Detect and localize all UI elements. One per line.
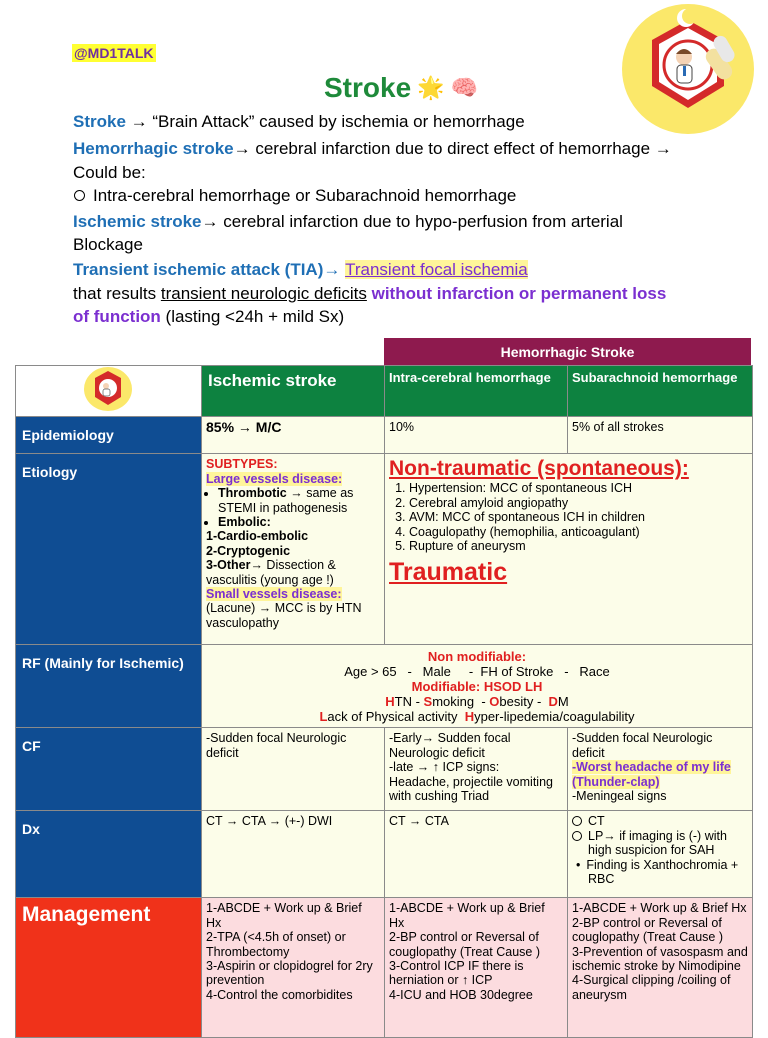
embolic-3 xyxy=(206,558,380,587)
circle-bullet-icon xyxy=(572,831,582,841)
traumatic-heading: Traumatic xyxy=(389,558,508,587)
stroke-table xyxy=(15,365,753,1038)
intro-stroke xyxy=(73,110,673,133)
table-row xyxy=(16,417,753,454)
cf-ich: -Early→ Sudden focal Neurologic deficit -late → ↑ ICP signs: Headache, projectile vomiting with cushing Triad xyxy=(385,728,568,811)
intro-hem-bullet xyxy=(73,184,673,207)
cause-item: 4. Coagulopathy (hemophilia, anticoagulant) xyxy=(409,525,748,539)
small-vessels-label: Small vessels disease: xyxy=(206,587,342,602)
row-label-etiology: Etiology xyxy=(16,454,202,645)
mgmt-sah: 1-ABCDE + Work up & Brief Hx 2-BP control or Reversal of couglopathy (Treat Cause ) 3-Prevention of vasospasm and ischemic stroke by Nimodipine 4-Surgical clipping /coiling of aneurysm xyxy=(568,898,753,1038)
dx-sah-1 xyxy=(572,814,748,828)
page-title xyxy=(324,72,478,104)
dx-sah-2-text: LP→ if imaging is (-) with high suspicion for SAH xyxy=(588,828,727,858)
nontraumatic-heading: Non-traumatic (spontaneous): xyxy=(389,457,689,481)
thrombotic-label: Thrombotic xyxy=(218,486,287,501)
cause-item: 1. Hypertension: MCC of spontaneous ICH xyxy=(409,481,748,495)
circle-bullet-icon xyxy=(74,190,85,201)
table-logo-cell xyxy=(16,366,202,417)
dx-sah-3-text: Finding is Xanthochromia + RBC xyxy=(586,857,739,887)
causes-list xyxy=(389,481,748,553)
intro-tia xyxy=(73,258,673,328)
row-label-dx: Dx xyxy=(16,811,202,898)
small-logo-icon xyxy=(16,366,202,413)
col-sah: Subarachnoid hemorrhage xyxy=(568,366,753,417)
etiology-ischemic xyxy=(202,454,385,645)
mod-text: ack of Physical activity xyxy=(327,709,465,725)
mod-initial: D xyxy=(548,694,558,710)
circle-bullet-icon xyxy=(572,816,582,826)
mgmt-ischemic: 1-ABCDE + Work up & Brief Hx 2-TPA (<4.5h of onset) or Thrombectomy 3-Aspirin or clopidogrel for 2ry prevention 4-Control the comorbidites xyxy=(202,898,385,1038)
mod-text: yper-lipedemia/coagulability xyxy=(474,709,635,725)
mod-line-1 xyxy=(206,694,748,709)
col-ischemic: Ischemic stroke xyxy=(202,366,385,417)
list-item xyxy=(218,515,380,529)
stroke-def: → “Brain Attack” caused by ischemia or hemorrhage xyxy=(125,112,525,131)
thrombotic-text: → same as STEMI in pathogenesis xyxy=(218,486,354,515)
cf-ischemic: -Sudden focal Neurologic deficit xyxy=(202,728,385,811)
row-label-management: Management xyxy=(16,898,202,1038)
ischemic-list xyxy=(206,486,380,529)
table-row xyxy=(16,454,753,645)
cf-sah xyxy=(568,728,753,811)
isch-term: Ischemic stroke xyxy=(73,211,202,231)
large-vessels-label: Large vessels disease: xyxy=(206,471,343,486)
epi-sah: 5% of all strokes xyxy=(568,417,753,454)
cause-item: 2. Cerebral amyloid angiopathy xyxy=(409,496,748,510)
embolic-1: 1-Cardio-embolic xyxy=(206,529,309,544)
tia-tail: (lasting <24h + mild Sx) xyxy=(160,307,345,327)
tia-line2p: without infarction or permanent loss of function xyxy=(73,283,667,327)
hem-term: Hemorrhagic stroke xyxy=(73,139,234,159)
other-label: 3-Other xyxy=(206,558,251,573)
cf-sah-2: -Worst headache of my life (Thunder-clap) xyxy=(572,760,731,789)
brain-icon: 🧠 xyxy=(450,75,478,100)
list-item xyxy=(218,486,380,515)
mod-initial: O xyxy=(489,694,500,710)
nonmod-items: Age > 65 - Male - FH of Stroke - Race xyxy=(344,664,610,680)
mod-label: Modifiable: HSOD LH xyxy=(411,679,543,695)
tia-term: Transient ischemic attack (TIA)→ xyxy=(73,260,346,280)
other-text: → Dissection & vasculitis (young age !) xyxy=(206,558,336,587)
mod-text: M xyxy=(557,694,569,710)
mgmt-ich: 1-ABCDE + Work up & Brief Hx 2-BP control or Reversal of couglopathy (Treat Cause ) 3-Control ICP IF there is herniation or ↑ ICP 4-ICU and HOB 30degree xyxy=(385,898,568,1038)
intro-section xyxy=(73,110,673,329)
dx-sah-3 xyxy=(572,858,748,887)
table-row xyxy=(16,728,753,811)
mod-text: besity - xyxy=(499,694,549,710)
tia-highlight: Transient focal ischemia xyxy=(345,260,528,280)
subtypes-label: SUBTYPES: xyxy=(206,457,278,472)
dx-sah-2 xyxy=(572,829,748,858)
title-text: Stroke xyxy=(324,72,412,103)
handle-label: @MD1TALK xyxy=(74,45,154,61)
embolic-2: 2-Cryptogenic xyxy=(206,543,291,558)
dx-ich: CT → CTA xyxy=(385,811,568,898)
hemorrhagic-stroke-header: Hemorrhagic Stroke xyxy=(384,338,751,365)
stroke-term: Stroke xyxy=(73,112,126,131)
hem-bullet-text: Intra-cerebral hemorrhage or Subarachnoid hemorrhage xyxy=(93,186,517,206)
row-label-rf: RF (Mainly for Ischemic) xyxy=(16,645,202,728)
intro-isch xyxy=(73,210,673,257)
mod-text: TN - xyxy=(394,694,424,710)
cf-sah-3: -Meningeal signs xyxy=(572,789,667,804)
row-label-epidemiology: Epidemiology xyxy=(16,417,202,454)
tia-line2a: that results xyxy=(73,283,161,303)
isch-def: → cerebral infarction due to hypo-perfusion from arterial Blockage xyxy=(73,211,623,255)
dx-sah-1-text: CT xyxy=(588,814,605,829)
star-icon: 🌟 xyxy=(417,75,445,100)
cause-item: 5. Rupture of aneurysm xyxy=(409,539,748,553)
mod-initial: H xyxy=(385,694,395,710)
dot-bullet-icon: • xyxy=(576,857,581,872)
row-label-cf: CF xyxy=(16,728,202,811)
header-row xyxy=(16,366,753,417)
dx-ischemic: CT → CTA → (+-) DWI xyxy=(202,811,385,898)
epi-ich: 10% xyxy=(385,417,568,454)
small-vessels-text: (Lacune) → MCC is by HTN vasculopathy xyxy=(206,601,362,630)
tia-line2u: transient neurologic deficits xyxy=(160,283,367,303)
embolic-label: Embolic: xyxy=(218,515,271,530)
col-ich: Intra-cerebral hemorrhage xyxy=(385,366,568,417)
rf-content xyxy=(202,645,753,728)
mod-initial: H xyxy=(464,709,475,725)
mod-text: moking - xyxy=(432,694,490,710)
mod-initial: L xyxy=(319,709,328,725)
cause-item: 3. AVM: MCC of spontaneous ICH in children xyxy=(409,510,748,524)
table-row xyxy=(16,811,753,898)
mod-initial: S xyxy=(423,694,433,710)
epi-ischemic: 85% → M/C xyxy=(202,417,385,454)
mod-line-2 xyxy=(206,709,748,724)
table-row xyxy=(16,898,753,1038)
dx-sah xyxy=(568,811,753,898)
hem-def: → cerebral infarction due to direct effect of hemorrhage → Could be: xyxy=(73,139,672,182)
nonmod-label: Non modifiable: xyxy=(427,649,527,665)
etiology-hemorrhagic xyxy=(385,454,753,645)
table-row xyxy=(16,645,753,728)
intro-hem xyxy=(73,137,673,184)
cf-sah-1: -Sudden focal Neurologic deficit xyxy=(572,731,713,760)
